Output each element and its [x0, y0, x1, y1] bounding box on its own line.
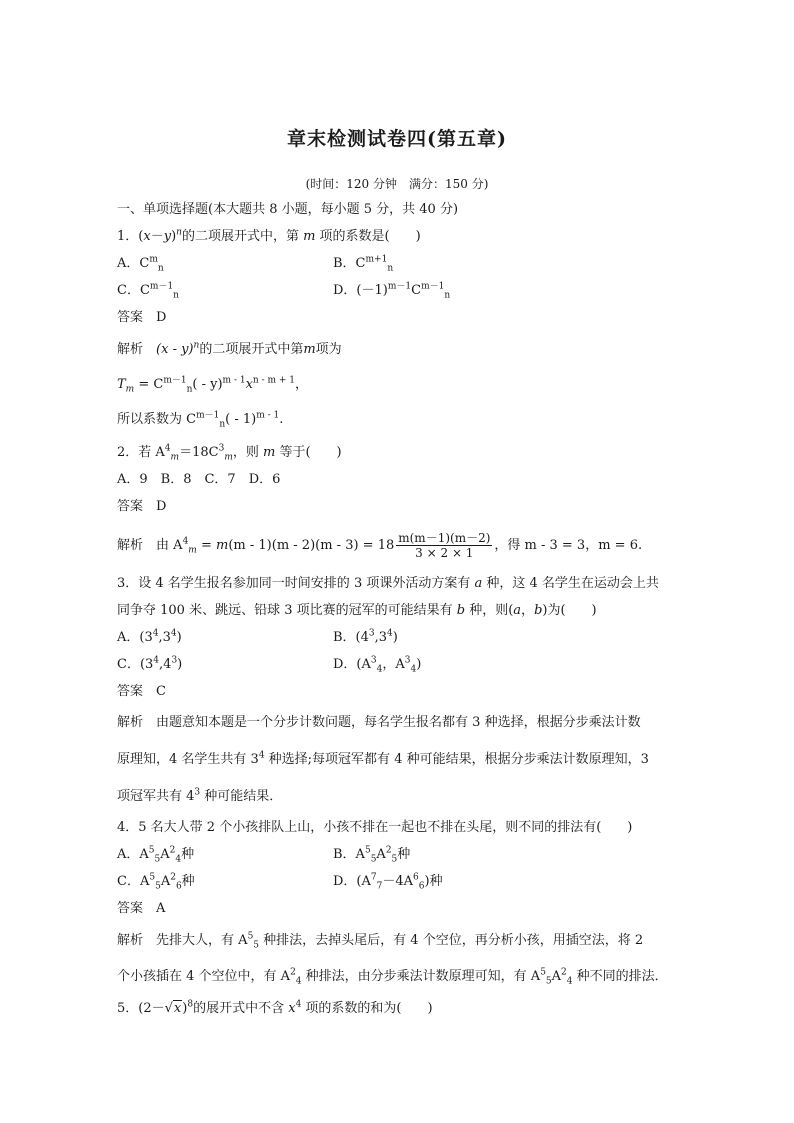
- exam-info: (时间：120 分钟 满分：150 分): [305, 177, 489, 191]
- sqrt-sign: √: [164, 1001, 173, 1016]
- q1-analysis-3: 所以系数为 $C^{m-1}_n( - 1)^{m - 1}$.: [117, 410, 284, 430]
- q2-fraction: $\frac{m(m-1)(m-2)}{3 \times 2 \times 1}$: [398, 531, 491, 560]
- q3-analysis-1: 解析 由题意知本题是一个分步计数问题，每名学生报名都有 3 种选择，根据分步乘法计数: [117, 715, 641, 730]
- q4-option-c: C．$A^5_5A^2_6$种: [117, 872, 195, 892]
- q4-option-b: B．$A^5_5A^2_5$种: [333, 845, 411, 865]
- q4-answer: 答案 A: [117, 901, 166, 916]
- q1-option-b: B．$C^{m+1}_n$: [333, 254, 394, 274]
- q1-analysis-2: $T_m = C^{m-1}_n( - y)^{m - 1}x^{n - m + 1}$，: [117, 375, 309, 395]
- q4-analysis-2: 个小孩插在 4 个空位中，有 $A^2_4$ 种排法，由分步乘法计数原理可知，有 $A^5_5A^2_4$ 种不同的排法．: [117, 967, 668, 987]
- q5-stem: 5．$(2-√x)^8$的展开式中不含 $x^4$ 项的系数的和为( ): [117, 999, 433, 1016]
- q1-option-a: A．$C^m_n$: [117, 254, 164, 274]
- q4-stem: 4．5 名大人带 2 个小孩排队上山，小孩不排在一起也不排在头尾，则不同的排法有( ): [117, 820, 633, 835]
- q3-option-a: A．$(3^4,3^4)$: [117, 628, 182, 645]
- q4-analysis-1: 解析 先排大人，有 $A^5_5$ 种排法，去掉头尾后，有 4 个空位，再分析小孩，用插空法，将 2: [117, 931, 644, 951]
- q2-analysis: 解析 由 $A^4_m = m(m - 1)(m - 2)(m - 3) = 18$ $\frac{m(m-1)(m-2)}{3 \times 2 \times 1}$ ，得 m - 3 = 3，m = 6.: [117, 531, 643, 560]
- q2-stem: 2．若 $A^4_m=18C^3_m$，则 m 等于( ): [117, 443, 342, 463]
- q3-option-c: C．$(3^4,4^3)$: [117, 655, 183, 672]
- q3-stem-line-2: 同争夺 100 米、跳远、铅球 3 项比赛的冠军的可能结果有 b 种，则(a，b)为( ): [117, 603, 597, 618]
- q3-analysis-2: 原理知，4 名学生共有 $3^4$ 种选择;每项冠军都有 4 种可能结果，根据分步乘法计数原理知，3: [117, 750, 649, 767]
- q3-option-d: D．($A^3_4$，$A^3_4$): [333, 655, 422, 675]
- q1-analysis-1: 解析 (x - y)$^n$的二项展开式中第m项为: [117, 340, 342, 357]
- q4-option-a: A．$A^5_5A^2_4$种: [117, 845, 195, 865]
- q2-options: A．9 B．8 C．7 D．6: [117, 472, 281, 487]
- q4-option-d: D．$(A^7_7-4A^6_6)$种: [333, 872, 443, 892]
- q2-answer: 答案 D: [117, 499, 167, 514]
- q1-answer: 答案 D: [117, 310, 167, 325]
- q1-stem: 1．$(x-y)^n$的二项展开式中，第 m 项的系数是( ): [117, 227, 421, 244]
- section-heading: 一、单项选择题(本大题共 8 小题，每小题 5 分，共 40 分): [117, 202, 459, 217]
- q1-option-c: C．$C^{m-1}_n$: [117, 281, 179, 301]
- page-title: 章末检测试卷四(第五章): [287, 128, 507, 150]
- q3-option-b: B．$(4^3,3^4)$: [333, 628, 398, 645]
- q3-analysis-3: 项冠军共有 $4^3$ 种可能结果．: [117, 787, 283, 804]
- q1-option-d: D．$(-1)^{m-1}C^{m-1}_n$: [333, 281, 451, 301]
- q3-answer: 答案 C: [117, 684, 166, 699]
- q3-stem-line-1: 3．设 4 名学生报名参加同一时间安排的 3 项课外活动方案有 a 种，这 4 名学生在运动会上共: [117, 576, 659, 591]
